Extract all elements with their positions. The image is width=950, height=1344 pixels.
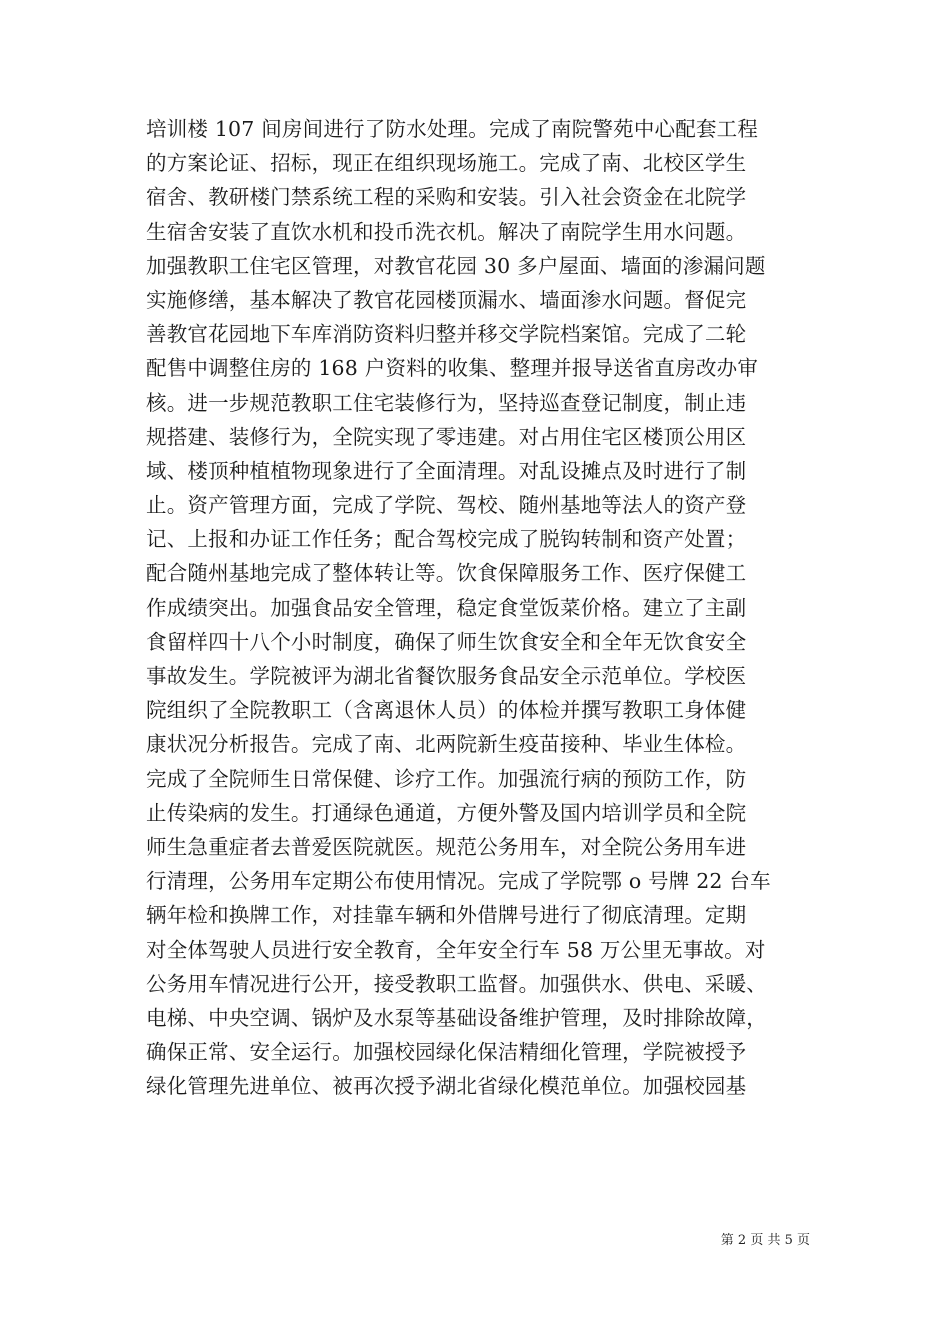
text-line-21: 止传染病的发生。打通绿色通道，方便外警及国内培训学员和全院 — [146, 800, 747, 825]
text-line-25: 对全体驾驶人员进行安全教育，全年安全行车 58 万公里无事故。对 — [146, 937, 766, 962]
text-line-12: 止。资产管理方面，完成了学院、驾校、随州基地等法人的资产登 — [146, 493, 747, 518]
text-line-28: 确保正常、安全运行。加强校园绿化保洁精细化管理，学院被授予 — [146, 1040, 747, 1065]
text-line-16: 食留样四十八个小时制度，确保了师生饮食安全和全年无饮食安全 — [146, 629, 747, 654]
text-line-10: 规搭建、装修行为，全院实现了零违建。对占用住宅区楼顶公用区 — [146, 424, 747, 449]
body-text — [146, 112, 826, 1103]
text-line-26: 公务用车情况进行公开，接受教职工监督。加强供水、供电、采暖、 — [146, 971, 767, 996]
text-line-2: 的方案论证、招标，现正在组织现场施工。完成了南、北校区学生 — [146, 151, 747, 176]
text-line-15: 作成绩突出。加强食品安全管理，稳定食堂饭菜价格。建立了主副 — [146, 595, 747, 620]
text-line-29: 绿化管理先进单位、被再次授予湖北省绿化模范单位。加强校园基 — [146, 1074, 747, 1099]
text-line-5: 加强教职工住宅区管理，对教官花园 30 多户屋面、墙面的渗漏问题 — [146, 253, 766, 278]
text-line-24: 辆年检和换牌工作，对挂靠车辆和外借牌号进行了彻底清理。定期 — [146, 903, 747, 928]
text-line-18: 院组织了全院教职工（含离退休人员）的体检并撰写教职工身体健 — [146, 698, 747, 723]
text-line-13: 记、上报和办证工作任务；配合驾校完成了脱钩转制和资产处置； — [146, 527, 747, 552]
text-line-17: 事故发生。学院被评为湖北省餐饮服务食品安全示范单位。学校医 — [146, 664, 747, 688]
text-line-7: 善教官花园地下车库消防资料归整并移交学院档案馆。完成了二轮 — [146, 322, 747, 347]
text-line-1: 培训楼 107 间房间进行了防水处理。完成了南院警苑中心配套工程 — [146, 117, 759, 141]
text-line-23: 行清理，公务用车定期公布使用情况。完成了学院鄂 o 号牌 22 台车 — [146, 869, 771, 894]
text-line-9: 核。进一步规范教职工住宅装修行为，坚持巡查登记制度，制止违 — [146, 390, 747, 415]
page-number-footer: 第 2 页 共 5 页 — [720, 1233, 810, 1248]
text-line-6: 实施修缮，基本解决了教官花园楼顶漏水、墙面渗水问题。督促完 — [146, 287, 747, 312]
text-line-19: 康状况分析报告。完成了南、北两院新生疫苗接种、毕业生体检。 — [146, 732, 747, 757]
text-line-4: 生宿舍安装了直饮水机和投币洗衣机。解决了南院学生用水问题。 — [146, 219, 747, 244]
text-line-3: 宿舍、教研楼门禁系统工程的采购和安装。引入社会资金在北院学 — [146, 185, 747, 210]
text-line-20: 完成了全院师生日常保健、诊疗工作。加强流行病的预防工作，防 — [146, 766, 747, 791]
text-line-8: 配售中调整住房的 168 户资料的收集、整理并报导送省直房改办审 — [146, 356, 759, 381]
text-line-22: 师生急重症者去普爱医院就医。规范公务用车，对全院公务用车进 — [146, 834, 747, 859]
text-line-11: 域、楼顶种植植物现象进行了全面清理。对乱设摊点及时进行了制 — [146, 458, 747, 483]
text-line-27: 电梯、中央空调、锅炉及水泵等基础设备维护管理，及时排除故障， — [146, 1005, 767, 1030]
text-line-14: 配合随州基地完成了整体转让等。饮食保障服务工作、医疗保健工 — [146, 561, 747, 586]
